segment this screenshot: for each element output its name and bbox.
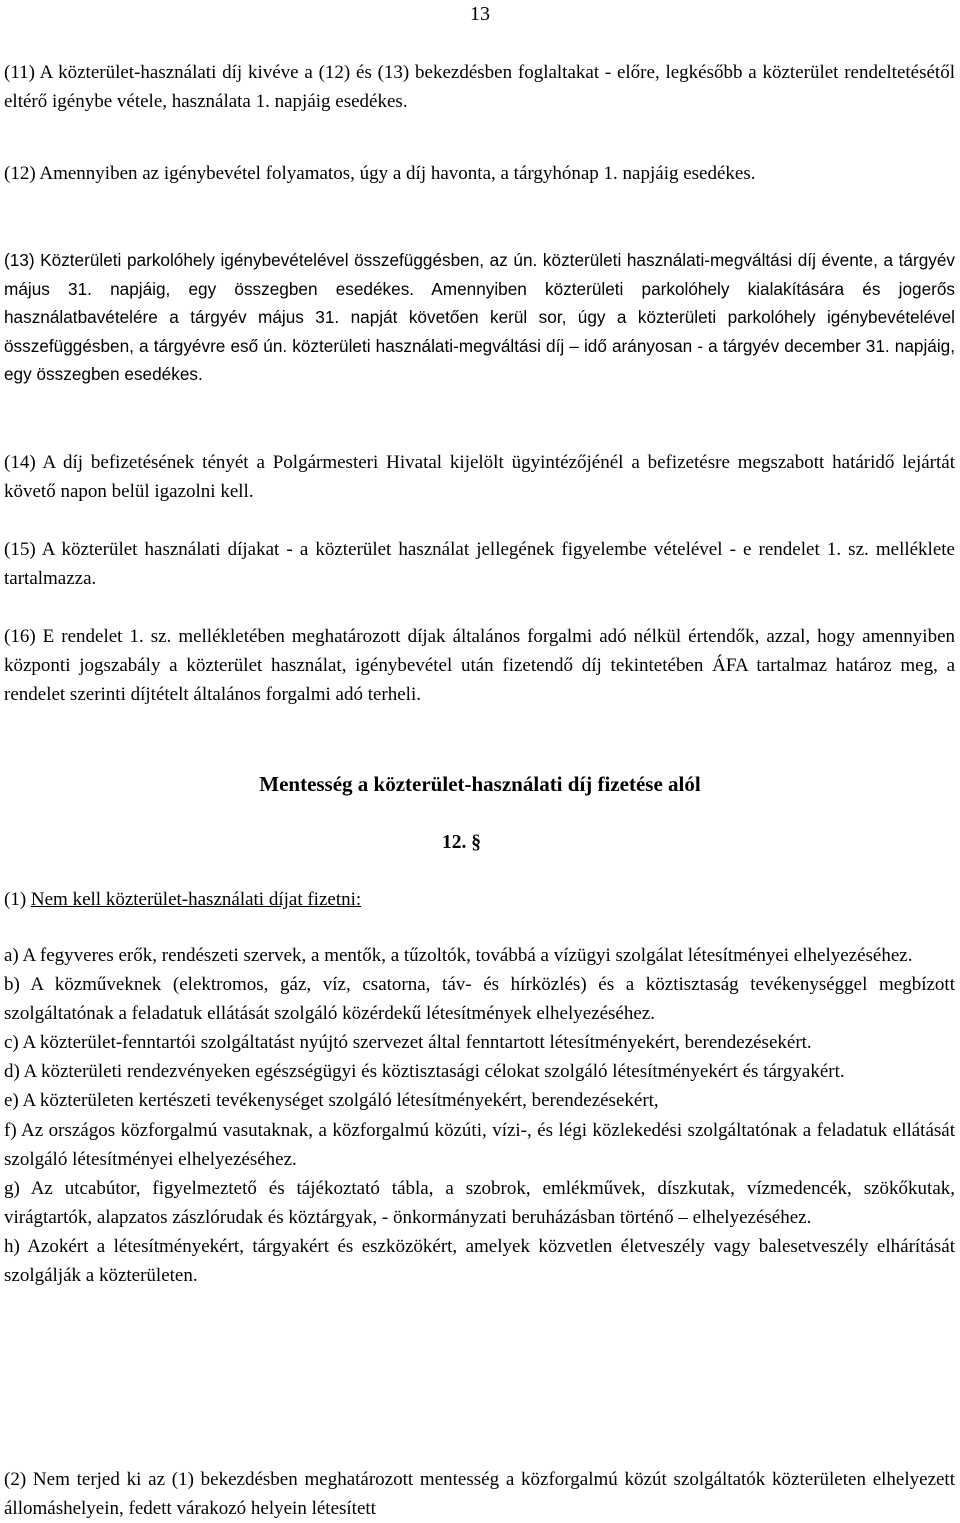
paragraph-14: (14) A díj befizetésének tényét a Polgármesteri Hivatal kijelölt ügyintézőjénél a befizetésre megszabott határidő lejártát követő napon belül igazolni kell.	[4, 452, 955, 502]
paragraph-15: (15) A közterület használati díjakat - a közterület használat jellegének figyelembe vételével - e rendelet 1. sz. melléklete tartalmazza.	[4, 539, 955, 589]
exemption-intro-underlined: Nem kell közterület-használati díjat fizetni:	[30, 889, 362, 910]
exemption-item-g: g) Az utcabútor, figyelmeztető és tájékoztató tábla, a szobrok, emlékművek, díszkutak, vízmedencék, szökőkutak, virágtartók, alapzatos zászlórudak és köztárgyak, - önkormányzati beruházásban történő – elhelyezéséhez.	[4, 1177, 955, 1228]
paragraph-13: (13) Közterületi parkolóhely igénybevételével összefüggésben, az ún. közterületi használati-megváltási díj évente, a tárgyév május 31. napjáig, egy összegben esedékes. Amennyiben közterületi parkolóhely kialakítására és jogerős használatbavételére a tárgyév május 31. napját követően kerül sor, úgy a közterületi parkolóhely igénybevételével összefüggésben, a tárgyévre eső ún. közterületi használati-megváltási díj – idő arányosan - a tárgyév december 31. napjáig, egy összegben esedékes.	[4, 250, 955, 384]
paragraph-16: (16) E rendelet 1. sz. mellékletében meghatározott díjak általános forgalmi adó nélkül értendők, azzal, hogy amennyiben központi jogszabály a közterület használat, igénybevétel után fizetendő díj tekintetében ÁFA tartalmaz határoz meg, a rendelet szerinti díjtételt általános forgalmi adó terheli.	[4, 626, 955, 705]
exemption-intro-prefix: (1)	[4, 889, 31, 910]
exemption-item-e: e) A közterületen kertészeti tevékenységet szolgáló létesítményekért, berendezésekért,	[4, 1090, 659, 1112]
exemption-intro	[4, 886, 361, 914]
exemption-list	[4, 941, 955, 1290]
exemption-item-d: d) A közterületi rendezvényeken egészségügyi és köztisztasági célokat szolgáló létesítményekért és tárgyakért.	[4, 1061, 845, 1083]
paragraph-12: (12) Amennyiben az igénybevétel folyamatos, úgy a díj havonta, a tárgyhónap 1. napjáig esedékes.	[4, 163, 756, 184]
exemption-item-f: f) Az országos közforgalmú vasutaknak, a közforgalmú közúti, vízi-, és légi közlekedési szolgáltatónak a feladatuk ellátását szolgáló létesítményei elhelyezéséhez.	[4, 1119, 955, 1170]
exemption-item-a: a) A fegyveres erők, rendészeti szervek, a mentők, a tűzoltók, továbbá a vízügyi szolgálat létesítményei elhelyezéséhez.	[4, 945, 913, 966]
paragraph-11: (11) A közterület-használati díj kivéve a (12) és (13) bekezdésben foglaltakat - előre, legkésőbb a közterület rendeltetésétől eltérő igénybe vétele, használata 1. napjáig esedékes.	[4, 62, 955, 112]
section-title: Mentesség a közterület-használati díj fizetése alól	[259, 772, 701, 796]
exemption-item-h: h) Azokért a létesítményekért, tárgyakért és eszközökért, amelyek közvetlen életveszély vagy balesetveszély elhárítását szolgálják a közterületen.	[4, 1235, 955, 1287]
section-number: 12. §	[442, 832, 481, 853]
exemption-item-b: b) A közműveknek (elektromos, gáz, víz, csatorna, táv- és hírközlés) és a köztisztaság tevékenységgel megbízott szolgáltatónak a feladatuk ellátását szolgáló közérdekű létesítmények elhelyezéséhez.	[4, 974, 955, 1025]
paragraph-exemption-2: (2) Nem terjed ki az (1) bekezdésben meghatározott mentesség a közforgalmú közút szolgáltatók közterületen elhelyezett állomáshelyein, fedett várakozó helyein létesített	[4, 1469, 955, 1519]
page-number: 13	[470, 3, 490, 25]
exemption-item-c: c) A közterület-fenntartói szolgáltatást nyújtó szervezet által fenntartott létesítményekért, berendezésekért.	[4, 1032, 812, 1054]
